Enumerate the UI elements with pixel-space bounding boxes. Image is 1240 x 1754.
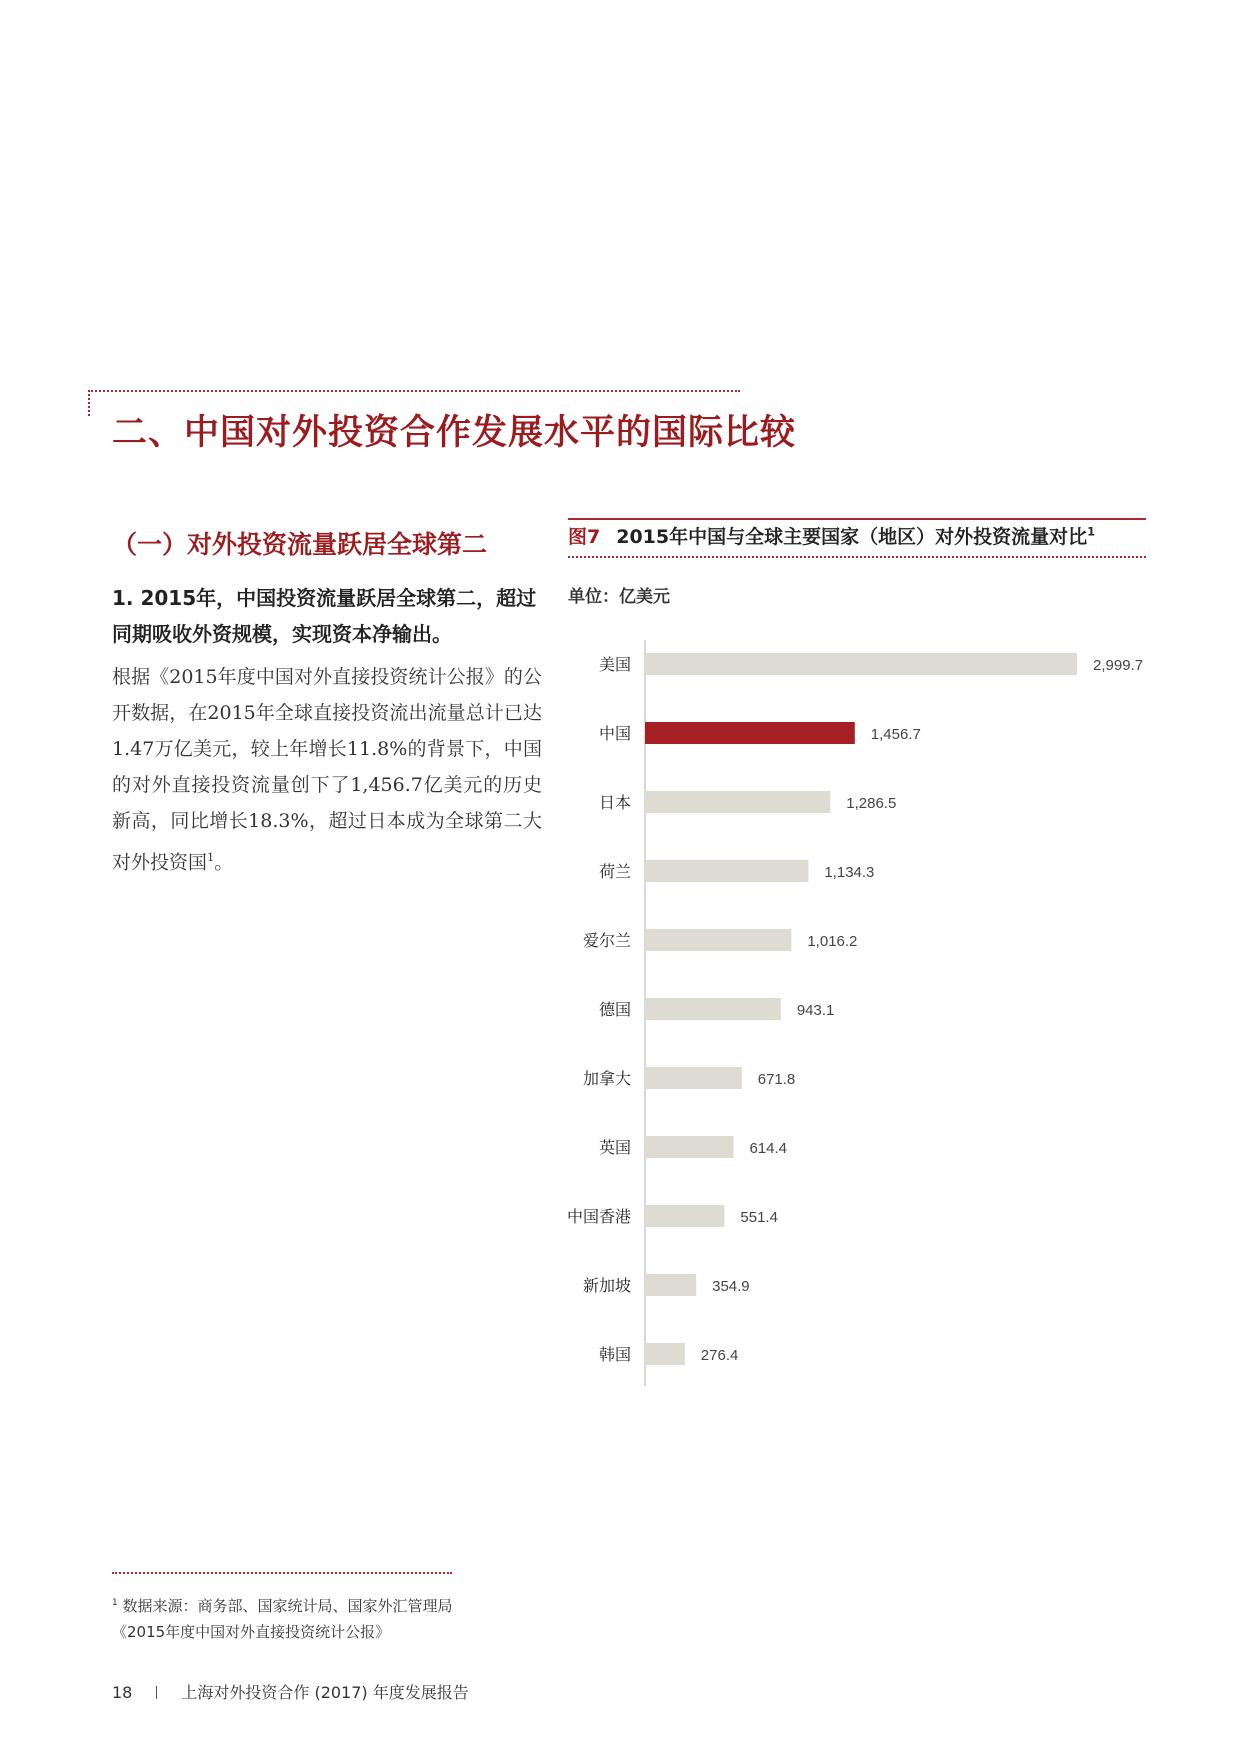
footnote: [112, 1590, 492, 1645]
figure-title: 2015年中国与全球主要国家（地区）对外投资流量对比: [616, 526, 1088, 548]
bar-7: [645, 1136, 733, 1158]
value-label: 1,016.2: [807, 933, 858, 950]
value-label: 614.4: [749, 1140, 788, 1157]
category-label: 德国: [598, 1000, 631, 1019]
value-label: 943.1: [796, 1002, 835, 1019]
value-label: 671.8: [757, 1071, 796, 1088]
category-label: 中国香港: [566, 1207, 631, 1226]
value-label: 2,999.7: [1093, 657, 1144, 674]
category-label: 爱尔兰: [582, 931, 631, 950]
bar-10: [645, 1343, 685, 1365]
subsection-title: （一）对外投资流量跃居全球第二: [112, 530, 488, 559]
lead-paragraph: 1. 2015年，中国投资流量跃居全球第二，超过同期吸收外资规模，实现资本净输出。: [112, 586, 537, 646]
bar-2: [645, 791, 830, 813]
bar-6: [645, 1067, 742, 1089]
value-label: 276.4: [700, 1347, 739, 1364]
value-label: 551.4: [740, 1209, 778, 1226]
value-label: 1,134.3: [824, 864, 875, 881]
value-label: 1,286.5: [846, 795, 897, 812]
category-label: 英国: [598, 1138, 631, 1157]
category-label: 美国: [598, 655, 631, 674]
footnote-divider: [112, 1572, 452, 1574]
body-text: 根据《2015年度中国对外直接投资统计公报》的公开数据，在2015年全球直接投资流出流量总计已达1.47万亿美元，较上年增长11.8%的背景下，中国的对外直接投资流量创下了1,456.7亿美元的历史新高，同比增长18.3%，超过日本成为全球第二大对外投资国: [112, 666, 542, 874]
bar-9: [645, 1274, 696, 1296]
body-text-end: 。: [214, 851, 234, 874]
value-label: 1,456.7: [870, 726, 921, 743]
bar-4: [645, 929, 791, 951]
bar-8: [645, 1205, 724, 1227]
category-label: 中国: [598, 724, 631, 743]
footnote-text: 数据来源：商务部、国家统计局、国家外汇管理局《2015年度中国对外直接投资统计公报》: [112, 1597, 453, 1641]
category-label: 日本: [598, 793, 631, 812]
bar-1: [645, 722, 855, 744]
category-label: 新加坡: [582, 1276, 631, 1295]
report-title: 上海对外投资合作 (2017) 年度发展报告: [181, 1683, 469, 1702]
category-label: 荷兰: [598, 862, 631, 881]
category-label: 韩国: [598, 1345, 631, 1364]
bar-0: [645, 653, 1077, 675]
footnote-mark: 1: [112, 1598, 118, 1608]
body-footnote-mark: 1: [207, 850, 215, 864]
figure-title-footnote-mark: 1: [1087, 524, 1096, 539]
bar-5: [645, 998, 781, 1020]
bar-3: [645, 860, 808, 882]
section-title: 二、中国对外投资合作发展水平的国际比较: [112, 413, 797, 453]
category-label: 加拿大: [582, 1069, 631, 1088]
footer-separator: [156, 1686, 157, 1699]
figure-number: 图7: [568, 526, 601, 548]
page-footer: [112, 1680, 469, 1703]
figure-unit: 单位：亿美元: [568, 587, 670, 607]
page-number: 18: [112, 1683, 133, 1702]
value-label: 354.9: [712, 1278, 750, 1295]
